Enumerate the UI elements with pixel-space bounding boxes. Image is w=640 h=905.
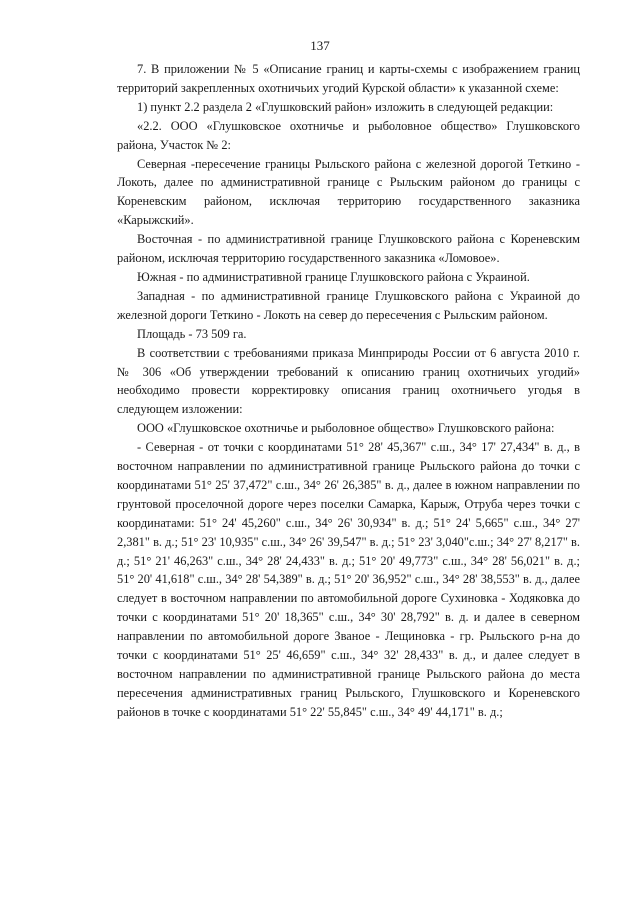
paragraph-area: Площадь - 73 509 га. <box>137 326 247 341</box>
paragraph-boundary-east: Восточная - по административной границе Глушковского района с Кореневским районом, исключая территорию государственного заказника «Ломовое». <box>117 232 580 266</box>
document-body <box>117 60 580 722</box>
paragraph-boundary-west: Западная - по административной границе Глушковского района с Украиной до железной дороги Теткино - Локоть на север до пересечения с Рыльским районом. <box>117 288 580 322</box>
paragraph-section-2-2-heading: «2.2. ООО «Глушковское охотничье и рыболовное общество» Глушковского района, Участок № 2: <box>117 118 580 152</box>
paragraph-subitem-1: 1) пункт 2.2 раздела 2 «Глушковский район» изложить в следующей редакции: <box>137 99 554 114</box>
paragraph-boundary-north: Северная -пересечение границы Рыльского района с железной дорогой Теткино - Локоть, далее по административной границе с Рыльским районом до границы с Кореневским районом, исключая территорию государственного заказника «Карыжский». <box>117 156 580 228</box>
paragraph-north-coordinates: - Северная - от точки с координатами 51° 28' 45,367" с.ш., 34° 17' 27,434" в. д., в восточном направлении по административной границе Рыльского района до точки с координатами 51° 25' 37,472" с.ш., 34° 26' 26,385" в. д., далее в южном направлении по грунтовой проселочной дороге через поселки Самарка, Карыж, Отруба через точки с координатами: 51° 24' 45,260" с.ш., 34° 26' 30,934" в. д.; 51° 24' 5,665" с.ш., 34° 27' 2,381" в. д.; 51° 23' 10,935" с.ш., 34° 26' 39,547" в. д.; 51° 23' 3,040"с.ш.; 34° 27' 8,217" в. д.; 51° 21' 46,263" с.ш., 34° 28' 24,433" в. д.; 51° 20' 49,773" с.ш., 34° 28' 56,021" в. д.; 51° 20' 41,618" с.ш., 34° 28' 54,389" в. д.; 51° 20' 36,952" с.ш., 34° 28' 38,553" в. д., далее следует в восточном направлении по автомобильной дороге Сухиновка - Ходяковка до точки с координатами 51° 20' 18,365" с.ш., 34° 30' 28,792" в. д. и далее в северном направлении по автомобильной дороге Званое - Лещиновка - гр. Рыльского р-на до точки с координатами 51° 25' 46,659" с.ш., 34° 32' 28,433" в. д., и далее следует в восточном направлении по административной границе Рыльского района до места пересечения административных границ Рыльского, Глушковского и Кореневского районов в точке с координатами 51° 22' 55,845" с.ш., 34° 49' 44,171" в. д.; <box>117 440 580 719</box>
paragraph-item-7-intro: 7. В приложении № 5 «Описание границ и карты-схемы с изображением границ территорий закрепленных охотничьих угодий Курской области» к указанной схеме: <box>117 62 580 95</box>
paragraph-organization: ООО «Глушковское охотничье и рыболовное общество» Глушковского района: <box>137 421 555 436</box>
page-number: 137 <box>310 38 330 53</box>
paragraph-regulation: В соответствии с требованиями приказа Минприроды России от 6 августа 2010 г. № 306 «Об утверждении требований к описанию границ охотничьих угодий» необходимо провести корректировку описания границ охотничьего угодья в следующем изложении: <box>117 345 580 417</box>
paragraph-boundary-south: Южная - по административной границе Глушковского района с Украиной. <box>137 269 530 284</box>
